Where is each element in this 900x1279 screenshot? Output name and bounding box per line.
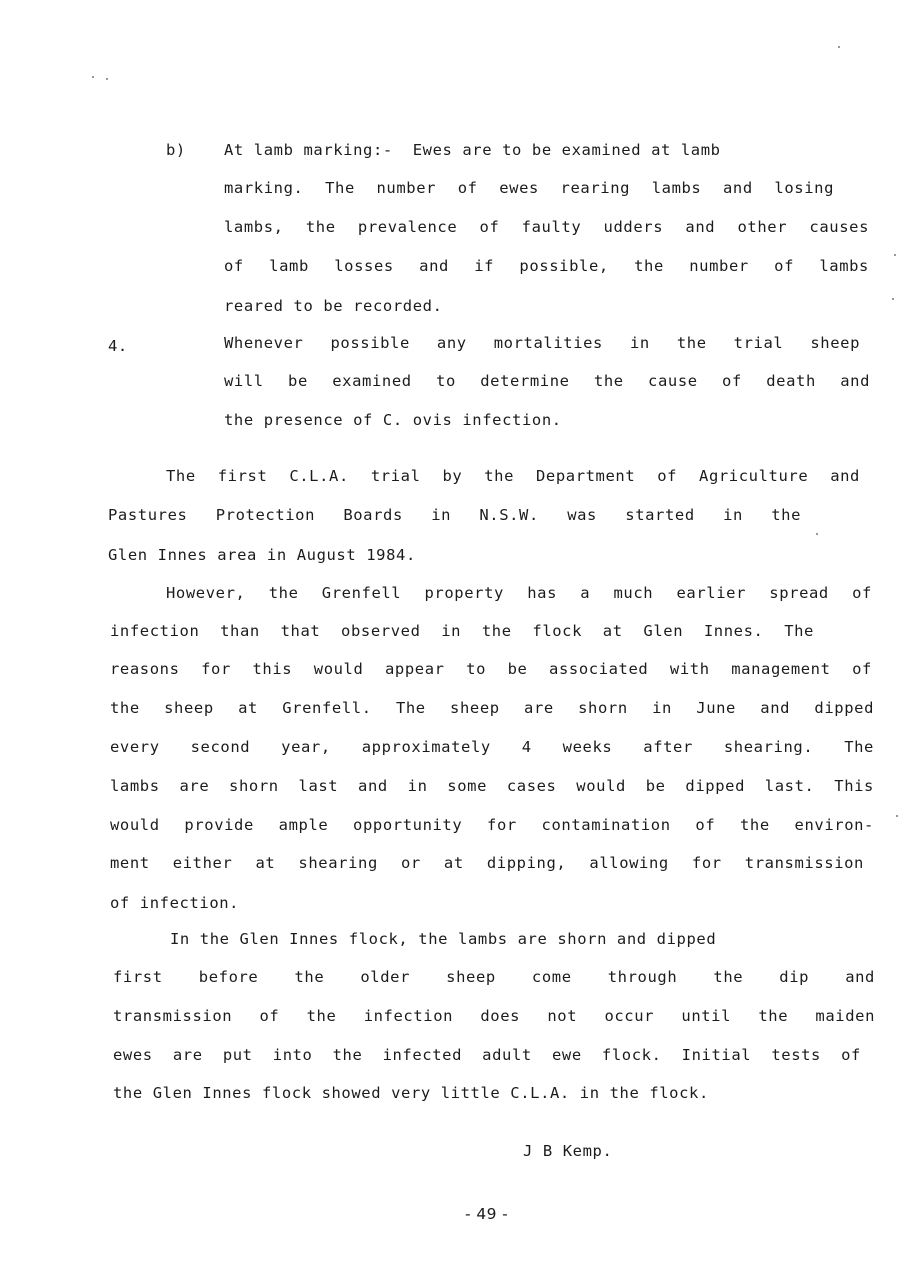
paragraph-3-line-1: In the Glen Innes flock, the lambs are shorn and dipped [170,930,717,948]
item-4-line-1: Whenever possible any mortalities in the trial sheep [224,334,860,352]
paragraph-2-line-2: infection than that observed in the flock at Glen Innes. The [110,622,814,640]
scan-speck [92,76,94,78]
paragraph-2-line-3: reasons for this would appear to be associated with management of [110,660,872,678]
scan-speck [106,78,108,80]
item-4-line-2: will be examined to determine the cause of death and [224,372,870,390]
item-b-marker: b) [166,141,186,159]
paragraph-1-line-2: Pastures Protection Boards in N.S.W. was started in the [108,506,801,524]
paragraph-2-line-8: ment either at shearing or at dipping, allowing for transmission [110,854,864,872]
item-4-line-3: the presence of C. ovis infection. [224,411,562,429]
paragraph-3-line-5: the Glen Innes flock showed very little C.L.A. in the flock. [113,1084,709,1102]
item-b-line-3: lambs, the prevalence of faulty udders and other causes [224,218,869,236]
paragraph-2-line-6: lambs are shorn last and in some cases would be dipped last. This [110,777,874,795]
paragraph-2-line-4: the sheep at Grenfell. The sheep are shorn in June and dipped [110,699,874,717]
page-number: - 49 - [465,1205,509,1223]
item-b-line-1: At lamb marking:- Ewes are to be examined at lamb [224,141,721,159]
paragraph-3-line-4: ewes are put into the infected adult ewe flock. Initial tests of [113,1046,861,1064]
paragraph-3-line-2: first before the older sheep come through the dip and [113,968,875,986]
paragraph-2-line-9: of infection. [110,894,240,912]
paragraph-2-line-1: However, the Grenfell property has a much earlier spread of [166,584,872,602]
item-4-marker: 4. [108,337,128,355]
paragraph-1-line-3: Glen Innes area in August 1984. [108,546,416,564]
item-b-line-5: reared to be recorded. [224,297,443,315]
item-b-line-4: of lamb losses and if possible, the number of lambs [224,257,869,275]
scan-speck [838,46,840,48]
paragraph-1-line-1: The first C.L.A. trial by the Department of Agriculture and [166,467,860,485]
paragraph-2-line-7: would provide ample opportunity for contamination of the environ- [110,816,874,834]
scan-speck [896,815,898,817]
signature: J B Kemp. [523,1142,613,1160]
scan-speck [894,254,896,256]
paragraph-3-line-3: transmission of the infection does not occur until the maiden [113,1007,875,1025]
paragraph-2-line-5: every second year, approximately 4 weeks after shearing. The [110,738,874,756]
item-b-line-2: marking. The number of ewes rearing lambs and losing [224,179,834,197]
scan-speck [816,533,818,535]
scan-speck [892,298,894,300]
